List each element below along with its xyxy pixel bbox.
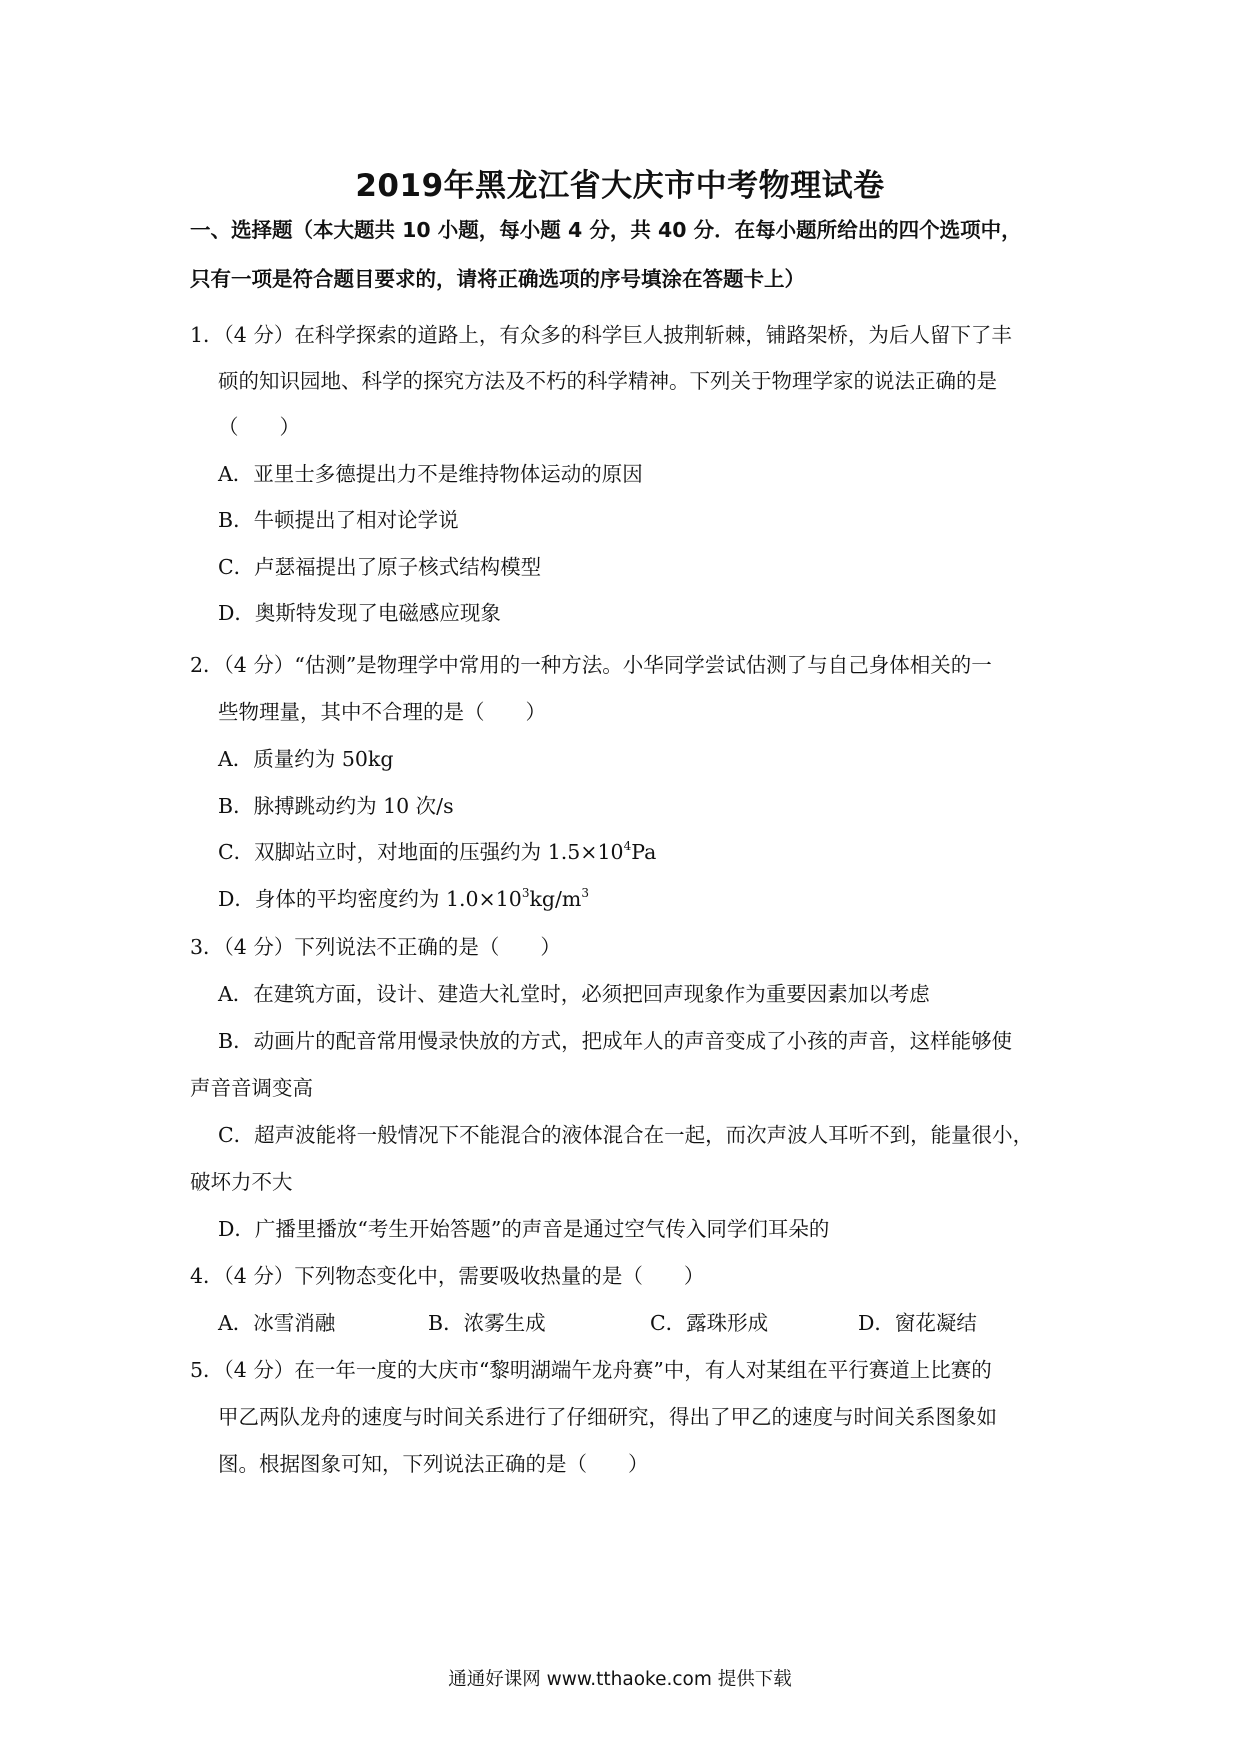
question-2-option-b: B．脉搏跳动约为 10 次/s — [218, 794, 454, 818]
question-3-stem: 3．（4 分）下列说法不正确的是（ ） — [190, 935, 561, 959]
question-5-stem-cont: 甲乙两队龙舟的速度与时间关系进行了仔细研究，得出了甲乙的速度与时间关系图象如 — [218, 1405, 997, 1429]
question-2-option-d-exponent: 3 — [521, 886, 530, 900]
question-1-stem: 1．（4 分）在科学探索的道路上，有众多的科学巨人披荆斩棘，铺路架桥，为后人留下了丰 — [190, 323, 1012, 347]
question-2-option-c — [218, 835, 656, 865]
question-2-option-d-text: D．身体的平均密度约为 1.0×10 — [218, 887, 522, 911]
question-2-option-a: A．质量约为 50kg — [218, 747, 394, 771]
question-5-stem: 5．（4 分）在一年一度的大庆市“黎明湖端午龙舟赛”中，有人对某组在平行赛道上比赛的 — [190, 1358, 992, 1382]
question-1-option-c: C．卢瑟福提出了原子核式结构模型 — [218, 555, 542, 579]
question-4-option-a: A．冰雪消融 — [218, 1311, 336, 1335]
question-4-option-c: C．露珠形成 — [650, 1311, 769, 1335]
question-1-option-a: A．亚里士多德提出力不是维持物体运动的原因 — [218, 462, 643, 486]
question-3-option-c: C．超声波能将一般情况下不能混合的液体混合在一起，而次声波人耳听不到，能量很小， — [218, 1123, 1034, 1147]
question-3-option-d: D．广播里播放“考生开始答题”的声音是通过空气传入同学们耳朵的 — [218, 1217, 830, 1241]
question-2-option-c-text: C．双脚站立时，对地面的压强约为 1.5×10 — [218, 840, 624, 864]
question-5-stem-cont-2: 图。根据图象可知，下列说法正确的是（ ） — [218, 1452, 649, 1476]
question-3-option-a: A．在建筑方面，设计、建造大礼堂时，必须把回声现象作为重要因素加以考虑 — [218, 982, 930, 1006]
question-4-stem: 4．（4 分）下列物态变化中，需要吸收热量的是（ ） — [190, 1264, 705, 1288]
question-1-option-d: D．奥斯特发现了电磁感应现象 — [218, 601, 501, 625]
question-3-option-c-cont: 破坏力不大 — [190, 1170, 293, 1194]
page-footer: 通通好课网 www.tthaoke.com 提供下载 — [448, 1669, 792, 1690]
question-1-option-b: B．牛顿提出了相对论学说 — [218, 508, 459, 532]
question-1-answer-bracket: （ ） — [218, 415, 300, 439]
question-2-option-d — [218, 882, 589, 912]
question-2-stem: 2．（4 分）“估测”是物理学中常用的一种方法。小华同学尝试估测了与自己身体相关的一 — [190, 653, 992, 677]
question-2-option-c-unit: Pa — [631, 840, 657, 864]
section-heading-line-1: 一、选择题（本大题共 10 小题，每小题 4 分，共 40 分．在每小题所给出的四个选项中， — [190, 218, 1022, 242]
section-heading — [190, 206, 1070, 304]
section-heading-line-2: 只有一项是符合题目要求的，请将正确选项的序号填涂在答题卡上） — [190, 267, 805, 291]
question-4-option-d: D．窗花凝结 — [858, 1311, 977, 1335]
question-2-stem-cont: 些物理量，其中不合理的是（ ） — [218, 700, 546, 724]
question-2-option-d-unit: kg/m — [529, 887, 582, 911]
question-1-stem-cont: 硕的知识园地、科学的探究方法及不朽的科学精神。下列关于物理学家的说法正确的是 — [218, 369, 997, 393]
question-4-option-b: B．浓雾生成 — [428, 1311, 546, 1335]
question-3-option-b-cont: 声音音调变高 — [190, 1076, 313, 1100]
question-2-option-c-exponent: 4 — [623, 839, 632, 853]
question-3-option-b: B．动画片的配音常用慢录快放的方式，把成年人的声音变成了小孩的声音，这样能够使 — [218, 1029, 1013, 1053]
page-title: 2019年黑龙江省大庆市中考物理试卷 — [355, 168, 885, 204]
question-2-option-d-unit-exponent: 3 — [581, 886, 589, 900]
